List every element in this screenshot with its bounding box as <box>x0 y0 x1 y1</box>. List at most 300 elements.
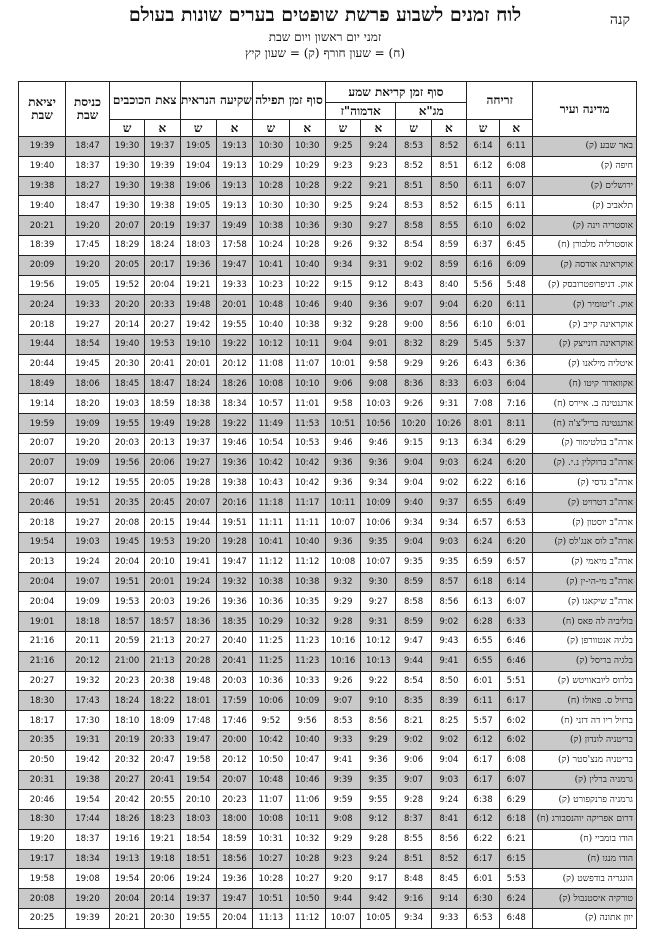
header-day-a: א <box>289 120 325 137</box>
time-cell: 18:01 <box>180 691 216 711</box>
header-stars: צאת הכוכבים <box>109 82 180 120</box>
time-cell: 10:01 <box>325 354 360 374</box>
time-cell: 21:13 <box>145 631 180 651</box>
time-cell: 6:02 <box>500 216 533 236</box>
header-mga: מג"א <box>396 103 467 120</box>
time-cell: 18:03 <box>180 810 216 830</box>
time-cell: 19:36 <box>216 592 252 612</box>
time-cell: 11:12 <box>253 552 289 572</box>
table-row <box>19 433 637 453</box>
time-cell: 18:23 <box>145 810 180 830</box>
time-cell: 17:44 <box>66 810 110 830</box>
table-row <box>19 374 637 394</box>
city-cell: בלרוס ליובאוויטש (ק) <box>533 671 637 691</box>
time-cell: 5:51 <box>500 671 533 691</box>
time-cell: 10:12 <box>253 334 289 354</box>
time-cell: 8:52 <box>431 137 466 157</box>
time-cell: 6:36 <box>500 354 533 374</box>
time-cell: 9:04 <box>431 750 466 770</box>
time-cell: 6:01 <box>500 315 533 335</box>
time-cell: 9:08 <box>325 810 360 830</box>
time-cell: 11:18 <box>253 493 289 513</box>
time-cell: 20:23 <box>109 671 144 691</box>
time-cell: 20:18 <box>19 513 66 533</box>
time-cell: 19:27 <box>180 453 216 473</box>
time-cell: 9:32 <box>325 315 360 335</box>
time-cell: 6:37 <box>467 235 500 255</box>
time-cell: 9:44 <box>325 889 360 909</box>
time-cell: 6:01 <box>467 869 500 889</box>
time-cell: 9:04 <box>396 532 431 552</box>
time-cell: 6:46 <box>500 631 533 651</box>
time-cell: 20:27 <box>180 631 216 651</box>
time-cell: 19:21 <box>145 829 180 849</box>
time-cell: 10:50 <box>289 889 325 909</box>
time-cell: 6:10 <box>467 315 500 335</box>
time-cell: 9:04 <box>396 473 431 493</box>
corner-label: קנה <box>609 12 630 28</box>
time-cell: 20:04 <box>109 889 144 909</box>
time-cell: 20:16 <box>216 493 252 513</box>
time-cell: 9:30 <box>325 216 360 236</box>
header-day-s: ש <box>253 120 289 137</box>
time-cell: 9:15 <box>396 433 431 453</box>
time-cell: 9:24 <box>361 196 396 216</box>
time-cell: 8:53 <box>396 196 431 216</box>
time-cell: 6:46 <box>500 651 533 671</box>
time-cell: 10:40 <box>289 532 325 552</box>
time-cell: 19:30 <box>109 156 144 176</box>
table-row <box>19 176 637 196</box>
time-cell: 6:24 <box>500 889 533 909</box>
city-cell: בוליביה לה פאס (ח) <box>533 612 637 632</box>
time-cell: 11:23 <box>289 651 325 671</box>
time-cell: 11:23 <box>289 631 325 651</box>
time-cell: 20:38 <box>145 671 180 691</box>
time-cell: 19:54 <box>19 532 66 552</box>
time-cell: 6:04 <box>500 374 533 394</box>
time-cell: 8:29 <box>431 334 466 354</box>
time-cell: 10:20 <box>396 414 431 434</box>
time-cell: 8:57 <box>431 572 466 592</box>
time-cell: 19:36 <box>216 453 252 473</box>
time-cell: 9:13 <box>431 433 466 453</box>
table-row <box>19 651 637 671</box>
time-cell: 20:07 <box>180 493 216 513</box>
city-cell: חיפה (ק) <box>533 156 637 176</box>
time-cell: 9:41 <box>325 750 360 770</box>
table-row <box>19 156 637 176</box>
city-cell: אקוואדור קיטו (ח) <box>533 374 637 394</box>
time-cell: 20:06 <box>145 453 180 473</box>
time-cell: 20:21 <box>109 909 144 929</box>
time-cell: 6:57 <box>467 513 500 533</box>
table-row <box>19 889 637 909</box>
time-cell: 5:57 <box>467 711 500 731</box>
city-cell: ארה"ב מי-הי-ין (ק) <box>533 572 637 592</box>
time-cell: 6:21 <box>500 829 533 849</box>
time-cell: 19:33 <box>66 295 110 315</box>
time-cell: 10:28 <box>253 869 289 889</box>
time-cell: 10:30 <box>289 137 325 157</box>
time-cell: 8:48 <box>396 869 431 889</box>
city-cell: אוסטריה וינה (ק) <box>533 216 637 236</box>
header-day-a: א <box>145 120 180 137</box>
table-row <box>19 493 637 513</box>
time-cell: 20:27 <box>145 315 180 335</box>
time-cell: 19:38 <box>66 770 110 790</box>
time-cell: 10:30 <box>289 196 325 216</box>
time-cell: 8:55 <box>396 829 431 849</box>
time-cell: 19:30 <box>109 137 144 157</box>
time-cell: 19:17 <box>19 849 66 869</box>
time-cell: 20:55 <box>145 790 180 810</box>
time-cell: 18:34 <box>66 849 110 869</box>
time-cell: 6:11 <box>500 196 533 216</box>
time-cell: 18:57 <box>145 612 180 632</box>
header-day-a: א <box>216 120 252 137</box>
city-cell: אוק. ז'יטומיר (ק) <box>533 295 637 315</box>
time-cell: 9:30 <box>361 572 396 592</box>
time-cell: 9:34 <box>396 909 431 929</box>
time-cell: 9:56 <box>289 711 325 731</box>
time-cell: 6:11 <box>467 691 500 711</box>
time-cell: 9:46 <box>361 433 396 453</box>
time-cell: 9:22 <box>325 176 360 196</box>
time-cell: 10:48 <box>253 770 289 790</box>
header-sunset: שקיעה הנראית <box>180 82 253 120</box>
table-row <box>19 691 637 711</box>
time-cell: 8:01 <box>467 414 500 434</box>
time-cell: 9:32 <box>325 572 360 592</box>
time-cell: 10:29 <box>253 612 289 632</box>
city-cell: ארה"ב מיאמי (ק) <box>533 552 637 572</box>
time-cell: 11:06 <box>289 790 325 810</box>
time-cell: 18:27 <box>66 176 110 196</box>
time-cell: 19:24 <box>180 572 216 592</box>
time-cell: 19:38 <box>19 176 66 196</box>
time-cell: 20:04 <box>109 552 144 572</box>
time-cell: 8:53 <box>396 137 431 157</box>
time-cell: 8:51 <box>396 176 431 196</box>
time-cell: 9:26 <box>325 671 360 691</box>
time-cell: 20:05 <box>145 473 180 493</box>
time-cell: 11:49 <box>253 414 289 434</box>
time-cell: 19:39 <box>66 909 110 929</box>
time-cell: 19:37 <box>180 216 216 236</box>
time-cell: 10:06 <box>253 691 289 711</box>
time-cell: 10:07 <box>325 909 360 929</box>
time-cell: 8:50 <box>431 671 466 691</box>
time-cell: 20:30 <box>109 354 144 374</box>
time-cell: 9:34 <box>325 255 360 275</box>
time-cell: 19:13 <box>216 137 252 157</box>
time-cell: 6:08 <box>500 156 533 176</box>
time-cell: 9:06 <box>325 374 360 394</box>
time-cell: 5:37 <box>500 334 533 354</box>
time-cell: 6:14 <box>500 572 533 592</box>
table-row <box>19 295 637 315</box>
time-cell: 10:42 <box>289 473 325 493</box>
time-cell: 6:22 <box>467 473 500 493</box>
time-cell: 19:10 <box>180 334 216 354</box>
time-cell: 6:07 <box>500 592 533 612</box>
table-row <box>19 235 637 255</box>
time-cell: 20:50 <box>19 750 66 770</box>
header-day-a: א <box>431 120 466 137</box>
time-cell: 11:12 <box>289 909 325 929</box>
time-cell: 9:52 <box>253 711 289 731</box>
time-cell: 20:21 <box>19 216 66 236</box>
time-cell: 8:43 <box>396 275 431 295</box>
time-cell: 19:20 <box>66 889 110 909</box>
time-cell: 6:16 <box>500 473 533 493</box>
time-cell: 6:55 <box>467 493 500 513</box>
time-cell: 9:33 <box>325 730 360 750</box>
time-cell: 9:25 <box>325 196 360 216</box>
time-cell: 19:58 <box>19 869 66 889</box>
time-cell: 11:07 <box>253 790 289 810</box>
time-cell: 20:41 <box>145 770 180 790</box>
time-cell: 10:13 <box>361 651 396 671</box>
time-cell: 21:13 <box>145 651 180 671</box>
time-cell: 19:24 <box>180 869 216 889</box>
time-cell: 9:31 <box>431 394 466 414</box>
time-cell: 9:14 <box>431 889 466 909</box>
time-cell: 10:09 <box>289 691 325 711</box>
time-cell: 9:35 <box>361 532 396 552</box>
table-row <box>19 612 637 632</box>
time-cell: 11:08 <box>253 354 289 374</box>
time-cell: 9:44 <box>396 651 431 671</box>
header-sunrise: זריחה <box>467 82 533 120</box>
time-cell: 19:55 <box>109 414 144 434</box>
time-cell: 10:12 <box>361 631 396 651</box>
time-cell: 6:07 <box>500 770 533 790</box>
time-cell: 19:30 <box>109 176 144 196</box>
time-cell: 20:40 <box>216 631 252 651</box>
city-cell: ארה"ב שיקאגו (ק) <box>533 592 637 612</box>
time-cell: 20:04 <box>145 275 180 295</box>
time-cell: 8:21 <box>396 711 431 731</box>
time-cell: 11:13 <box>253 909 289 929</box>
time-cell: 9:01 <box>361 334 396 354</box>
header-day-a: א <box>361 120 396 137</box>
time-cell: 6:17 <box>467 849 500 869</box>
time-cell: 18:29 <box>109 235 144 255</box>
time-cell: 18:49 <box>19 374 66 394</box>
time-cell: 10:11 <box>289 334 325 354</box>
time-cell: 19:46 <box>216 433 252 453</box>
time-cell: 19:53 <box>145 334 180 354</box>
time-cell: 10:29 <box>289 156 325 176</box>
clock-legend: (ח) = שעון חורף (ק) = שעון קיץ <box>245 46 405 60</box>
city-cell: אוסטרליה מלבורן (ח) <box>533 235 637 255</box>
time-cell: 19:05 <box>180 196 216 216</box>
time-cell: 9:28 <box>325 612 360 632</box>
time-cell: 10:38 <box>253 572 289 592</box>
time-cell: 10:57 <box>253 394 289 414</box>
time-cell: 10:53 <box>289 433 325 453</box>
time-cell: 6:38 <box>467 790 500 810</box>
time-cell: 19:26 <box>180 592 216 612</box>
time-cell: 9:36 <box>361 453 396 473</box>
time-cell: 9:21 <box>361 176 396 196</box>
time-cell: 8:41 <box>431 810 466 830</box>
time-cell: 19:33 <box>216 275 252 295</box>
time-cell: 10:09 <box>361 493 396 513</box>
time-cell: 9:33 <box>431 909 466 929</box>
time-cell: 20:04 <box>19 592 66 612</box>
time-cell: 10:03 <box>361 394 396 414</box>
time-cell: 8:37 <box>396 810 431 830</box>
time-cell: 8:36 <box>396 374 431 394</box>
time-cell: 10:51 <box>325 414 360 434</box>
time-cell: 19:07 <box>66 572 110 592</box>
time-cell: 20:32 <box>109 750 144 770</box>
time-cell: 19:41 <box>180 552 216 572</box>
time-cell: 11:53 <box>289 414 325 434</box>
time-cell: 10:46 <box>289 295 325 315</box>
time-cell: 9:12 <box>361 810 396 830</box>
table-row <box>19 532 637 552</box>
time-cell: 18:24 <box>145 235 180 255</box>
time-cell: 20:08 <box>19 889 66 909</box>
time-cell: 9:03 <box>431 532 466 552</box>
time-cell: 19:14 <box>19 394 66 414</box>
time-cell: 20:25 <box>19 909 66 929</box>
header-day-s: ש <box>109 120 144 137</box>
time-cell: 18:47 <box>66 196 110 216</box>
time-cell: 9:29 <box>396 354 431 374</box>
time-cell: 9:02 <box>396 255 431 275</box>
city-cell: ארה"ב יוסטון (ק) <box>533 513 637 533</box>
time-cell: 19:28 <box>180 473 216 493</box>
time-cell: 9:22 <box>361 671 396 691</box>
time-cell: 20:30 <box>145 909 180 929</box>
time-cell: 20:20 <box>109 295 144 315</box>
time-cell: 20:23 <box>216 790 252 810</box>
time-cell: 5:45 <box>467 334 500 354</box>
time-cell: 10:42 <box>253 730 289 750</box>
time-cell: 19:40 <box>109 334 144 354</box>
time-cell: 6:10 <box>467 216 500 236</box>
time-cell: 10:08 <box>253 810 289 830</box>
time-cell: 9:34 <box>361 473 396 493</box>
time-cell: 6:49 <box>500 493 533 513</box>
time-cell: 10:33 <box>289 671 325 691</box>
city-cell: איטליה מילאנו (ק) <box>533 354 637 374</box>
city-cell: אוקראינה אודסה (ק) <box>533 255 637 275</box>
time-cell: 19:22 <box>216 414 252 434</box>
time-cell: 9:40 <box>325 295 360 315</box>
time-cell: 8:59 <box>396 612 431 632</box>
time-cell: 6:43 <box>467 354 500 374</box>
time-cell: 20:31 <box>19 770 66 790</box>
time-cell: 17:59 <box>216 691 252 711</box>
time-cell: 6:22 <box>467 829 500 849</box>
time-cell: 10:23 <box>253 275 289 295</box>
time-cell: 19:38 <box>145 196 180 216</box>
time-cell: 19:13 <box>216 156 252 176</box>
time-cell: 18:22 <box>145 691 180 711</box>
time-cell: 8:56 <box>361 711 396 731</box>
time-cell: 20:13 <box>145 433 180 453</box>
time-cell: 9:28 <box>396 790 431 810</box>
time-cell: 9:12 <box>361 275 396 295</box>
time-cell: 10:54 <box>253 433 289 453</box>
time-cell: 20:47 <box>145 750 180 770</box>
time-cell: 9:27 <box>361 592 396 612</box>
time-cell: 9:37 <box>431 493 466 513</box>
time-cell: 19:20 <box>19 829 66 849</box>
time-cell: 6:11 <box>500 137 533 157</box>
table-row <box>19 770 637 790</box>
time-cell: 20:33 <box>145 730 180 750</box>
time-cell: 20:45 <box>145 493 180 513</box>
header-day-s: ש <box>180 120 216 137</box>
time-cell: 19:55 <box>109 473 144 493</box>
time-cell: 9:24 <box>361 137 396 157</box>
time-cell: 10:07 <box>325 513 360 533</box>
city-cell: ארה"ב לוס אנג'לס (ק) <box>533 532 637 552</box>
time-cell: 9:02 <box>431 473 466 493</box>
time-cell: 10:43 <box>253 473 289 493</box>
time-cell: 19:01 <box>19 612 66 632</box>
time-cell: 10:16 <box>325 651 360 671</box>
time-cell: 10:32 <box>289 829 325 849</box>
time-cell: 18:47 <box>145 374 180 394</box>
time-cell: 10:36 <box>253 671 289 691</box>
table-row <box>19 334 637 354</box>
time-cell: 18:57 <box>109 612 144 632</box>
city-cell: יוון אתונה (ק) <box>533 909 637 929</box>
time-cell: 19:27 <box>66 315 110 335</box>
time-cell: 20:10 <box>145 552 180 572</box>
time-cell: 18:37 <box>66 829 110 849</box>
table-row <box>19 196 637 216</box>
table-row <box>19 592 637 612</box>
time-cell: 9:36 <box>361 295 396 315</box>
time-cell: 10:16 <box>325 631 360 651</box>
time-cell: 6:13 <box>467 592 500 612</box>
time-cell: 9:15 <box>325 275 360 295</box>
time-cell: 18:09 <box>145 711 180 731</box>
time-cell: 20:07 <box>109 216 144 236</box>
time-cell: 9:26 <box>431 354 466 374</box>
time-cell: 19:27 <box>66 513 110 533</box>
time-cell: 10:28 <box>253 176 289 196</box>
time-cell: 20:42 <box>109 790 144 810</box>
city-cell: בלגיה בריסל (ק) <box>533 651 637 671</box>
time-cell: 10:40 <box>289 255 325 275</box>
time-cell: 20:46 <box>19 790 66 810</box>
time-cell: 6:08 <box>500 750 533 770</box>
table-row <box>19 354 637 374</box>
time-cell: 6:24 <box>467 532 500 552</box>
header-day-s: ש <box>325 120 360 137</box>
time-cell: 6:34 <box>467 433 500 453</box>
time-cell: 8:58 <box>396 216 431 236</box>
time-cell: 10:27 <box>253 849 289 869</box>
time-cell: 18:18 <box>66 612 110 632</box>
time-cell: 5:53 <box>500 869 533 889</box>
time-cell: 9:23 <box>361 156 396 176</box>
time-cell: 9:31 <box>361 612 396 632</box>
time-cell: 8:51 <box>396 849 431 869</box>
time-cell: 18:06 <box>66 374 110 394</box>
time-cell: 18:30 <box>19 810 66 830</box>
